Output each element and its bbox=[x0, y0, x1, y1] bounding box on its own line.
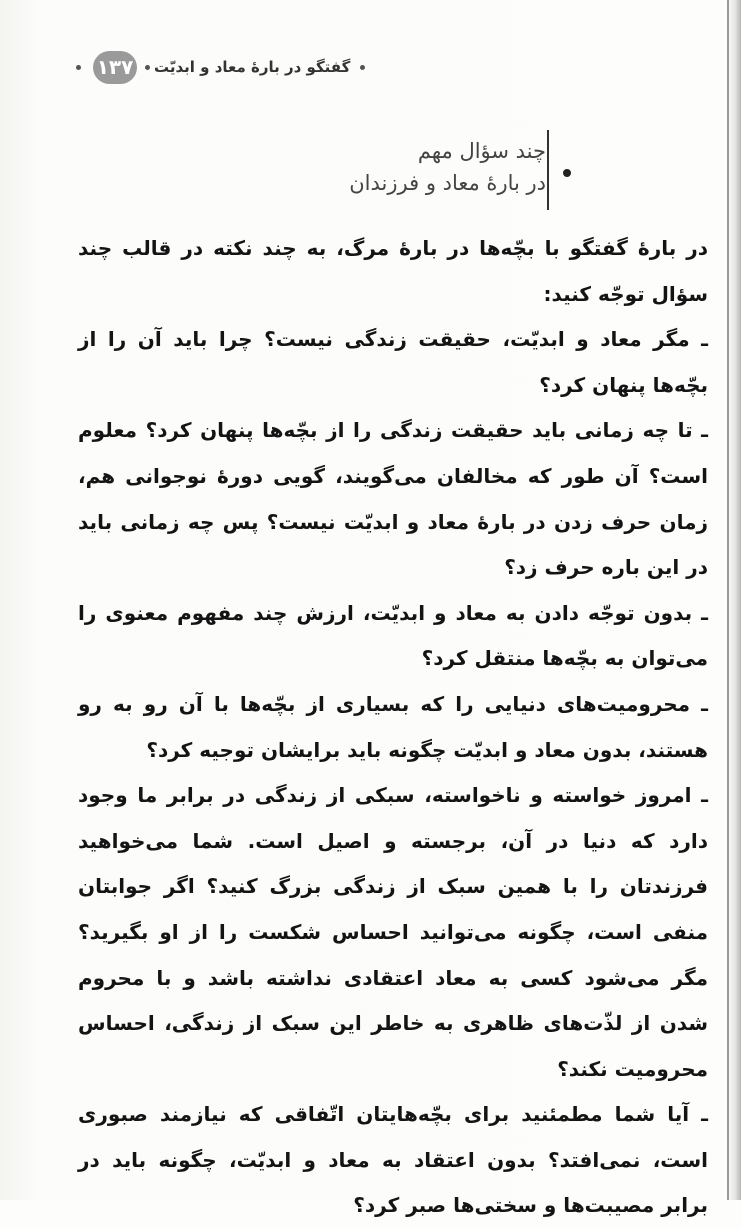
paragraph-question-3: ـ بدون توجّه دادن به معاد و ابدیّت، ارزش چند مفهوم معنوی را می‌توان به بچّه‌ها منتقل کرد؟ bbox=[78, 600, 708, 671]
paragraph-question-4: ـ محرومیت‌های دنیایی را که بسیاری از بچّه‌ها با آن رو به رو هستند، بدون معاد و ابدیّت چگونه باید برایشان توجیه کرد؟ bbox=[78, 691, 708, 762]
running-header bbox=[76, 47, 365, 87]
running-title: گفتگو در بارهٔ معاد و ابدیّت bbox=[154, 58, 351, 76]
paragraph-question-2: ـ تا چه زمانی باید حقیقت زندگی را از بچّه‌ها پنهان کرد؟ معلوم است؟ آن طور که مخالفان می‌گویند، گویی دورهٔ نوجوانی هم، زمان حرف زدن در بارهٔ معاد و ابدیّت نیست؟ پس چه زمانی باید در این باره حرف زد؟ bbox=[78, 418, 708, 580]
section-title bbox=[306, 135, 546, 199]
body-text bbox=[78, 226, 708, 1229]
header-dot-left bbox=[76, 65, 81, 70]
page-number: ۱۳۷ bbox=[93, 51, 137, 84]
page-edge-line bbox=[727, 0, 729, 1200]
paragraph-question-1: ـ مگر معاد و ابدیّت، حقیقت زندگی نیست؟ چرا باید آن را از بچّه‌ها پنهان کرد؟ bbox=[78, 327, 708, 397]
paragraph-intro: در بارهٔ گفتگو با بچّه‌ها در بارهٔ مرگ، به چند نکته در قالب چند سؤال توجّه کنید: bbox=[78, 236, 708, 306]
paragraph-question-6: ـ آیا شما مطمئنید برای بچّه‌هایتان اتّفاقی که نیازمند صبوری است، نمی‌افتد؟ بدون اعتقاد به معاد و ابدیّت، چگونه باید در برابر مصیبت‌ها و سختی‌ها صبر کرد؟ bbox=[78, 1102, 708, 1218]
paragraph-question-5: ـ امروز خواسته و ناخواسته، سبکی از زندگی در برابر ما وجود دارد که دنیا در آن، برجسته و اصیل است. شما می‌خواهید فرزندتان را با همین سبک از زندگی بزرگ کنید؟ اگر جوابتان منفی است، چگونه می‌توانید احساس شکست را از او بگیرید؟ مگر می‌شود کسی به معاد اعتقادی نداشته باشد و با محروم شدن از لذّت‌های ظاهری به خاطر این سبک از زندگی، احساس محرومیت نکند؟ bbox=[78, 783, 708, 1081]
header-dot-middle bbox=[145, 65, 150, 70]
page-edge-shadow bbox=[727, 0, 741, 1200]
section-title-line-2: در بارهٔ معاد و فرزندان bbox=[349, 171, 546, 195]
header-dot-right bbox=[360, 65, 365, 70]
section-title-line-1: چند سؤال مهم bbox=[417, 139, 546, 163]
section-bullet-icon bbox=[563, 169, 571, 177]
section-divider bbox=[547, 130, 549, 210]
